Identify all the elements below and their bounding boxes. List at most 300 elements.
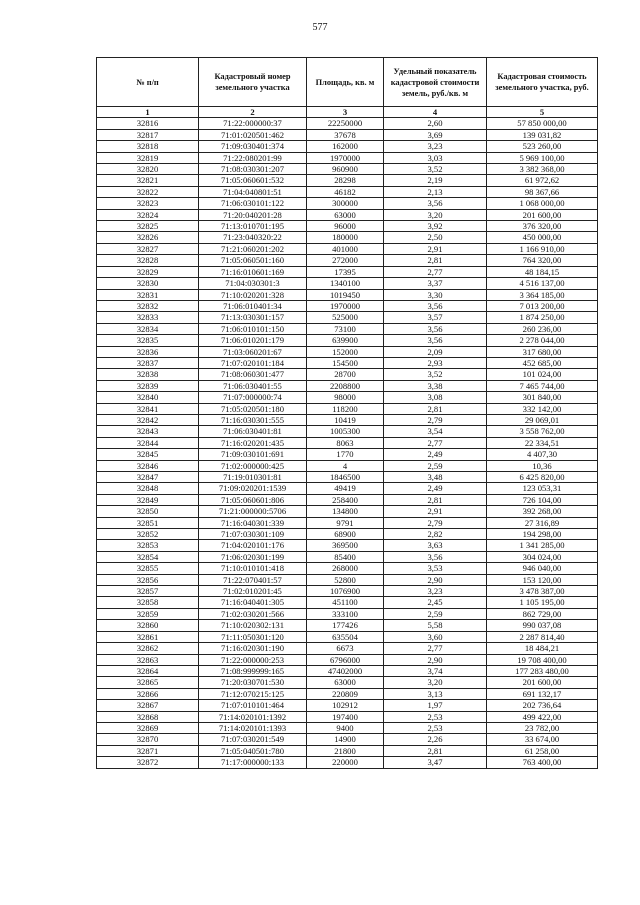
cadastral-value-cell: 177 283 480,00	[487, 665, 598, 676]
unit-rate-cell: 3,20	[384, 677, 487, 688]
area-cell: 220809	[307, 688, 384, 699]
cadastral-number-cell: 71:13:030301:157	[199, 312, 307, 323]
cadastral-number-cell: 71:03:060201:67	[199, 346, 307, 357]
cadastral-number-cell: 71:10:020201:328	[199, 289, 307, 300]
column-number: 1	[97, 107, 199, 118]
area-cell: 118200	[307, 403, 384, 414]
area-cell: 1770	[307, 449, 384, 460]
cadastral-value-cell: 101 024,00	[487, 369, 598, 380]
area-cell: 197400	[307, 711, 384, 722]
unit-rate-cell: 2,82	[384, 529, 487, 540]
cadastral-number-cell: 71:23:040320:22	[199, 232, 307, 243]
cadastral-value-cell: 61 972,62	[487, 175, 598, 186]
area-cell: 401000	[307, 243, 384, 254]
unit-rate-cell: 2,77	[384, 437, 487, 448]
cadastral-value-cell: 7 465 744,00	[487, 380, 598, 391]
unit-rate-cell: 2,50	[384, 232, 487, 243]
row-number-cell: 32844	[97, 437, 199, 448]
cadastral-number-cell: 71:22:000000:37	[199, 118, 307, 129]
table-row	[97, 209, 598, 220]
cadastral-value-cell: 726 104,00	[487, 494, 598, 505]
cadastral-number-cell: 71:19:010301:81	[199, 472, 307, 483]
header-row	[97, 58, 598, 107]
table-row	[97, 745, 598, 756]
table-row	[97, 403, 598, 414]
area-cell: 1846500	[307, 472, 384, 483]
cadastral-value-cell: 6 425 820,00	[487, 472, 598, 483]
table-row	[97, 289, 598, 300]
row-number-cell: 32822	[97, 186, 199, 197]
table-row	[97, 414, 598, 425]
cadastral-number-cell: 71:09:020201:1539	[199, 483, 307, 494]
table-row	[97, 323, 598, 334]
unit-rate-cell: 3,52	[384, 369, 487, 380]
cadastral-value-cell: 450 000,00	[487, 232, 598, 243]
unit-rate-cell: 3,57	[384, 312, 487, 323]
unit-rate-cell: 3,56	[384, 323, 487, 334]
unit-rate-cell: 2,77	[384, 266, 487, 277]
row-number-cell: 32850	[97, 506, 199, 517]
cadastral-value-cell: 33 674,00	[487, 734, 598, 745]
cadastral-value-cell: 332 142,00	[487, 403, 598, 414]
row-number-cell: 32819	[97, 152, 199, 163]
cadastral-number-cell: 71:06:010401:34	[199, 300, 307, 311]
cadastral-number-cell: 71:12:070215:125	[199, 688, 307, 699]
area-cell: 220000	[307, 757, 384, 768]
column-number: 5	[487, 107, 598, 118]
cadastral-number-cell: 71:05:040501:780	[199, 745, 307, 756]
unit-rate-cell: 2,81	[384, 494, 487, 505]
row-number-cell: 32835	[97, 335, 199, 346]
cadastral-number-cell: 71:06:010101:150	[199, 323, 307, 334]
unit-rate-cell: 3,13	[384, 688, 487, 699]
cadastral-value-cell: 61 258,00	[487, 745, 598, 756]
cadastral-number-cell: 71:16:040301:339	[199, 517, 307, 528]
cadastral-value-cell: 317 680,00	[487, 346, 598, 357]
table-row	[97, 392, 598, 403]
table-row	[97, 380, 598, 391]
row-number-cell: 32853	[97, 540, 199, 551]
cadastral-number-cell: 71:16:020201:435	[199, 437, 307, 448]
row-number-cell: 32817	[97, 129, 199, 140]
row-number-cell: 32854	[97, 551, 199, 562]
unit-rate-cell: 3,92	[384, 221, 487, 232]
unit-rate-cell: 3,63	[384, 540, 487, 551]
table-row	[97, 494, 598, 505]
unit-rate-cell: 3,37	[384, 278, 487, 289]
area-cell: 10419	[307, 414, 384, 425]
unit-rate-cell: 3,56	[384, 198, 487, 209]
cadastral-number-cell: 71:16:040401:305	[199, 597, 307, 608]
row-number-cell: 32868	[97, 711, 199, 722]
unit-rate-cell: 2,81	[384, 403, 487, 414]
table-row	[97, 551, 598, 562]
unit-rate-cell: 2,60	[384, 118, 487, 129]
unit-rate-cell: 3,69	[384, 129, 487, 140]
row-number-cell: 32856	[97, 574, 199, 585]
unit-rate-cell: 2,59	[384, 608, 487, 619]
unit-rate-cell: 3,56	[384, 551, 487, 562]
unit-rate-cell: 2,49	[384, 449, 487, 460]
cadastral-number-cell: 71:04:040801:51	[199, 186, 307, 197]
area-cell: 154500	[307, 357, 384, 368]
cadastral-number-cell: 71:05:020501:180	[199, 403, 307, 414]
cadastral-number-cell: 71:09:030401:374	[199, 141, 307, 152]
cadastral-value-cell: 763 400,00	[487, 757, 598, 768]
cadastral-value-cell: 1 105 195,00	[487, 597, 598, 608]
cadastral-value-cell: 29 069,01	[487, 414, 598, 425]
unit-rate-cell: 3,23	[384, 586, 487, 597]
cadastral-value-cell: 194 298,00	[487, 529, 598, 540]
table-row	[97, 700, 598, 711]
cadastral-number-cell: 71:13:010701:195	[199, 221, 307, 232]
area-cell: 9400	[307, 722, 384, 733]
table-row	[97, 517, 598, 528]
cadastral-number-cell: 71:22:070401:57	[199, 574, 307, 585]
cadastral-number-cell: 71:02:010201:45	[199, 586, 307, 597]
table-row	[97, 586, 598, 597]
cadastral-number-cell: 71:10:020302:131	[199, 620, 307, 631]
cadastral-number-cell: 71:02:030201:566	[199, 608, 307, 619]
area-cell: 98000	[307, 392, 384, 403]
cadastral-number-cell: 71:17:000000:133	[199, 757, 307, 768]
area-cell: 22250000	[307, 118, 384, 129]
cadastral-number-cell: 71:04:020101:176	[199, 540, 307, 551]
cadastral-number-cell: 71:06:010201:179	[199, 335, 307, 346]
unit-rate-cell: 3,52	[384, 164, 487, 175]
row-number-cell: 32846	[97, 460, 199, 471]
cadastral-number-cell: 71:01:020501:462	[199, 129, 307, 140]
column-number: 2	[199, 107, 307, 118]
header-unit-rate: Удельный показатель кадастровой стоимости земель, руб./кв. м	[384, 58, 487, 107]
table-row	[97, 164, 598, 175]
unit-rate-cell: 2,90	[384, 654, 487, 665]
table-row	[97, 620, 598, 631]
unit-rate-cell: 1,97	[384, 700, 487, 711]
unit-rate-cell: 3,74	[384, 665, 487, 676]
row-number-cell: 32821	[97, 175, 199, 186]
area-cell: 258400	[307, 494, 384, 505]
table-row	[97, 574, 598, 585]
row-number-cell: 32831	[97, 289, 199, 300]
cadastral-number-cell: 71:07:030301:109	[199, 529, 307, 540]
row-number-cell: 32848	[97, 483, 199, 494]
cadastral-value-cell: 10,36	[487, 460, 598, 471]
cadastral-value-cell: 18 484,21	[487, 643, 598, 654]
cadastral-number-cell: 71:06:030101:122	[199, 198, 307, 209]
table-row	[97, 243, 598, 254]
row-number-cell: 32852	[97, 529, 199, 540]
area-cell: 8063	[307, 437, 384, 448]
row-number-cell: 32870	[97, 734, 199, 745]
table-row	[97, 472, 598, 483]
cadastral-value-cell: 862 729,00	[487, 608, 598, 619]
cadastral-number-cell: 71:09:030101:691	[199, 449, 307, 460]
area-cell: 177426	[307, 620, 384, 631]
cadastral-value-table	[96, 57, 598, 769]
column-number-row	[97, 107, 598, 118]
table-row	[97, 437, 598, 448]
unit-rate-cell: 2,81	[384, 745, 487, 756]
table-row	[97, 232, 598, 243]
row-number-cell: 32864	[97, 665, 199, 676]
unit-rate-cell: 3,53	[384, 563, 487, 574]
table-row	[97, 460, 598, 471]
row-number-cell: 32863	[97, 654, 199, 665]
unit-rate-cell: 2,19	[384, 175, 487, 186]
unit-rate-cell: 3,56	[384, 300, 487, 311]
table-row	[97, 152, 598, 163]
unit-rate-cell: 3,08	[384, 392, 487, 403]
area-cell: 96000	[307, 221, 384, 232]
cadastral-value-cell: 201 600,00	[487, 677, 598, 688]
row-number-cell: 32834	[97, 323, 199, 334]
row-number-cell: 32840	[97, 392, 199, 403]
table-row	[97, 346, 598, 357]
unit-rate-cell: 3,48	[384, 472, 487, 483]
area-cell: 17395	[307, 266, 384, 277]
cadastral-value-cell: 523 260,00	[487, 141, 598, 152]
cadastral-number-cell: 71:07:020101:184	[199, 357, 307, 368]
cadastral-number-cell: 71:05:060601:532	[199, 175, 307, 186]
cadastral-value-cell: 3 364 185,00	[487, 289, 598, 300]
cadastral-number-cell: 71:05:060601:806	[199, 494, 307, 505]
area-cell: 272000	[307, 255, 384, 266]
row-number-cell: 32837	[97, 357, 199, 368]
table-row	[97, 175, 598, 186]
table-row	[97, 631, 598, 642]
cadastral-value-cell: 1 341 285,00	[487, 540, 598, 551]
row-number-cell: 32860	[97, 620, 199, 631]
unit-rate-cell: 3,30	[384, 289, 487, 300]
row-number-cell: 32865	[97, 677, 199, 688]
unit-rate-cell: 2,13	[384, 186, 487, 197]
cadastral-value-cell: 2 278 044,00	[487, 335, 598, 346]
row-number-cell: 32866	[97, 688, 199, 699]
table-row	[97, 300, 598, 311]
area-cell: 14900	[307, 734, 384, 745]
area-cell: 369500	[307, 540, 384, 551]
area-cell: 68900	[307, 529, 384, 540]
unit-rate-cell: 2,90	[384, 574, 487, 585]
unit-rate-cell: 2,49	[384, 483, 487, 494]
cadastral-value-cell: 123 053,31	[487, 483, 598, 494]
area-cell: 180000	[307, 232, 384, 243]
table-row	[97, 357, 598, 368]
table-row	[97, 449, 598, 460]
unit-rate-cell: 3,54	[384, 426, 487, 437]
cadastral-value-cell: 201 600,00	[487, 209, 598, 220]
table-body	[97, 107, 598, 769]
unit-rate-cell: 3,38	[384, 380, 487, 391]
cadastral-number-cell: 71:20:030701:530	[199, 677, 307, 688]
cadastral-value-cell: 202 736,64	[487, 700, 598, 711]
area-cell: 960900	[307, 164, 384, 175]
unit-rate-cell: 2,91	[384, 506, 487, 517]
row-number-cell: 32827	[97, 243, 199, 254]
cadastral-number-cell: 71:16:030301:555	[199, 414, 307, 425]
row-number-cell: 32872	[97, 757, 199, 768]
header-cadastral-number: Кадастровый номер земельного участка	[199, 58, 307, 107]
table-row	[97, 665, 598, 676]
row-number-cell: 32871	[97, 745, 199, 756]
area-cell: 635504	[307, 631, 384, 642]
cadastral-value-cell: 1 068 000,00	[487, 198, 598, 209]
page-number: 577	[312, 22, 328, 33]
row-number-cell: 32838	[97, 369, 199, 380]
unit-rate-cell: 3,56	[384, 335, 487, 346]
cadastral-number-cell: 71:16:010601:169	[199, 266, 307, 277]
cadastral-value-cell: 499 422,00	[487, 711, 598, 722]
cadastral-number-cell: 71:05:060501:160	[199, 255, 307, 266]
cadastral-number-cell: 71:07:030201:549	[199, 734, 307, 745]
area-cell: 73100	[307, 323, 384, 334]
table-row	[97, 608, 598, 619]
table-row	[97, 118, 598, 129]
area-cell: 1019450	[307, 289, 384, 300]
row-number-cell: 32823	[97, 198, 199, 209]
area-cell: 1970000	[307, 152, 384, 163]
unit-rate-cell: 2,79	[384, 414, 487, 425]
row-number-cell: 32826	[97, 232, 199, 243]
cadastral-number-cell: 71:06:030401:55	[199, 380, 307, 391]
cadastral-number-cell: 71:08:060301:477	[199, 369, 307, 380]
cadastral-value-cell: 764 320,00	[487, 255, 598, 266]
table-row	[97, 426, 598, 437]
table-row	[97, 483, 598, 494]
table-row	[97, 757, 598, 768]
header-area: Площадь, кв. м	[307, 58, 384, 107]
area-cell: 85400	[307, 551, 384, 562]
area-cell: 28700	[307, 369, 384, 380]
row-number-cell: 32867	[97, 700, 199, 711]
cadastral-value-cell: 27 316,89	[487, 517, 598, 528]
cadastral-value-cell: 4 516 137,00	[487, 278, 598, 289]
row-number-cell: 32859	[97, 608, 199, 619]
table-row	[97, 540, 598, 551]
area-cell: 49419	[307, 483, 384, 494]
cadastral-value-cell: 139 031,82	[487, 129, 598, 140]
cadastral-number-cell: 71:14:020101:1393	[199, 722, 307, 733]
area-cell: 1970000	[307, 300, 384, 311]
area-cell: 28298	[307, 175, 384, 186]
table-row	[97, 198, 598, 209]
cadastral-value-cell: 7 013 200,00	[487, 300, 598, 311]
table-row	[97, 654, 598, 665]
row-number-cell: 32855	[97, 563, 199, 574]
unit-rate-cell: 2,81	[384, 255, 487, 266]
cadastral-number-cell: 71:06:030401:81	[199, 426, 307, 437]
row-number-cell: 32862	[97, 643, 199, 654]
table-row	[97, 312, 598, 323]
header-cadastral-value: Кадастровая стоимость земельного участка, руб.	[487, 58, 598, 107]
cadastral-value-cell: 3 478 387,00	[487, 586, 598, 597]
area-cell: 9791	[307, 517, 384, 528]
cadastral-value-cell: 3 558 762,00	[487, 426, 598, 437]
row-number-cell: 32851	[97, 517, 199, 528]
unit-rate-cell: 2,91	[384, 243, 487, 254]
unit-rate-cell: 3,03	[384, 152, 487, 163]
cadastral-value-cell: 946 040,00	[487, 563, 598, 574]
cadastral-value-cell: 452 685,00	[487, 357, 598, 368]
cadastral-number-cell: 71:14:020101:1392	[199, 711, 307, 722]
cadastral-number-cell: 71:06:020301:199	[199, 551, 307, 562]
row-number-cell: 32833	[97, 312, 199, 323]
area-cell: 37678	[307, 129, 384, 140]
area-cell: 525000	[307, 312, 384, 323]
area-cell: 2208800	[307, 380, 384, 391]
cadastral-number-cell: 71:22:080201:99	[199, 152, 307, 163]
table-row	[97, 677, 598, 688]
cadastral-number-cell: 71:11:050301:120	[199, 631, 307, 642]
cadastral-value-cell: 392 268,00	[487, 506, 598, 517]
cadastral-value-cell: 376 320,00	[487, 221, 598, 232]
cadastral-value-cell: 19 708 400,00	[487, 654, 598, 665]
table-row	[97, 563, 598, 574]
cadastral-number-cell: 71:21:060201:202	[199, 243, 307, 254]
cadastral-number-cell: 71:08:999999:165	[199, 665, 307, 676]
table-row	[97, 734, 598, 745]
area-cell: 4	[307, 460, 384, 471]
row-number-cell: 32869	[97, 722, 199, 733]
unit-rate-cell: 5,58	[384, 620, 487, 631]
unit-rate-cell: 2,93	[384, 357, 487, 368]
unit-rate-cell: 2,77	[384, 643, 487, 654]
cadastral-value-cell: 4 407,30	[487, 449, 598, 460]
cadastral-value-cell: 691 132,17	[487, 688, 598, 699]
column-number: 3	[307, 107, 384, 118]
cadastral-value-cell: 304 024,00	[487, 551, 598, 562]
table-row	[97, 369, 598, 380]
unit-rate-cell: 3,23	[384, 141, 487, 152]
cadastral-value-cell: 260 236,00	[487, 323, 598, 334]
area-cell: 102912	[307, 700, 384, 711]
column-number: 4	[384, 107, 487, 118]
unit-rate-cell: 2,79	[384, 517, 487, 528]
cadastral-number-cell: 71:07:010101:464	[199, 700, 307, 711]
unit-rate-cell: 2,53	[384, 711, 487, 722]
area-cell: 47402000	[307, 665, 384, 676]
area-cell: 6796000	[307, 654, 384, 665]
row-number-cell: 32820	[97, 164, 199, 175]
row-number-cell: 32832	[97, 300, 199, 311]
row-number-cell: 32839	[97, 380, 199, 391]
area-cell: 63000	[307, 677, 384, 688]
table-row	[97, 266, 598, 277]
area-cell: 152000	[307, 346, 384, 357]
cadastral-number-cell: 71:07:000000:74	[199, 392, 307, 403]
cadastral-value-cell: 5 969 100,00	[487, 152, 598, 163]
row-number-cell: 32847	[97, 472, 199, 483]
cadastral-value-cell: 23 782,00	[487, 722, 598, 733]
cadastral-value-cell: 2 287 814,40	[487, 631, 598, 642]
area-cell: 46182	[307, 186, 384, 197]
cadastral-value-cell: 57 850 000,00	[487, 118, 598, 129]
unit-rate-cell: 2,26	[384, 734, 487, 745]
table-row	[97, 141, 598, 152]
cadastral-number-cell: 71:02:000000:425	[199, 460, 307, 471]
cadastral-value-cell: 301 840,00	[487, 392, 598, 403]
area-cell: 639900	[307, 335, 384, 346]
cadastral-number-cell: 71:10:010101:418	[199, 563, 307, 574]
unit-rate-cell: 3,60	[384, 631, 487, 642]
row-number-cell: 32858	[97, 597, 199, 608]
cadastral-number-cell: 71:20:040201:28	[199, 209, 307, 220]
table-row	[97, 643, 598, 654]
cadastral-number-cell: 71:16:020301:190	[199, 643, 307, 654]
table-row	[97, 278, 598, 289]
cadastral-value-cell: 98 367,66	[487, 186, 598, 197]
